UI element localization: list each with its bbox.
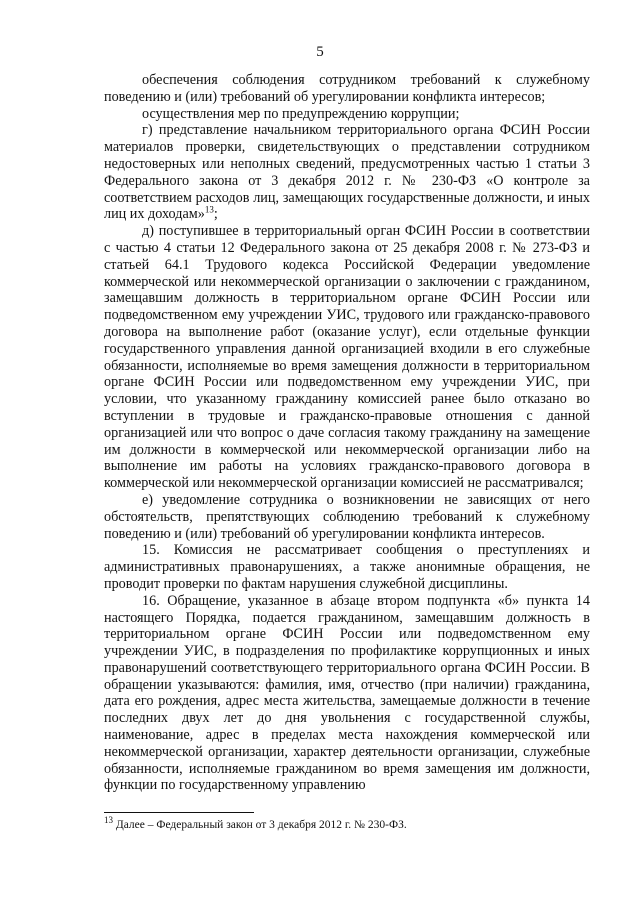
paragraph-g-tail: ; [213, 206, 218, 223]
paragraph-15: 15. Комиссия не рассматривает сообщения о преступлениях и административных правонарушениях, а также анонимные обращения, не проводит проверки по фактам нарушения служебной дисциплины. [104, 542, 590, 592]
paragraph-d: д) поступившее в территориальный орган ФСИН России в соответствии с частью 4 статьи 12 Федерального закона от 25 декабря 2008 г. № 273-ФЗ и статьей 64.1 Трудового кодекса Российской Федерации уведомление коммерческой или некоммерческой организации о заключении с гражданином, замещавшим должность в территориальном органе ФСИН России или подведомственном ему учреждении УИС, трудового или гражданско-правового договора на выполнение работ (оказание услуг), если отдельные функции государственного управления данной организацией входили в его служебные обязанности, исполняемые во время замещения должности в территориальном органе ФСИН России или подведомственном ему учреждении УИС, при условии, что указанному гражданину комиссией ранее было отказано во вступлении в трудовые и гражданско-правовые отношения с данной организацией или что вопрос о даче согласия такому гражданину на замещение им должности в коммерческой или некоммерческой организации либо на выполнение им работы на условиях гражданско-правового договора в коммерческой или некоммерческой организации комиссией не рассматривался; [104, 223, 590, 492]
page-number: 5 [316, 44, 324, 60]
paragraph-16: 16. Обращение, указанное в абзаце втором подпункта «б» пункта 14 настоящего Порядка, подается гражданином, замещавшим должность в территориальном органе ФСИН России или подведомственном ему учреждении УИС, в подразделения по профилактике коррупционных и иных правонарушений соответствующего территориального органа ФСИН России. В обращении указываются: фамилия, имя, отчество (при наличии) гражданина, дата его рождения, адрес места жительства, замещаемые должности в течение последних двух лет до дня увольнения с государственной службы, наименование, адрес в пределах места нахождения коммерческой или некоммерческой организации, характер деятельности организации, служебные обязанности, исполняемые гражданином во время замещения им должности, функции по государственному управлению [104, 592, 590, 794]
paragraph-g-text: г) представление начальником территориального органа ФСИН России материалов проверки, свидетельствующих о представлении сотрудником недостоверных или неполных сведений, предусмотренных частью 1 статьи 3 Федерального закона от 3 декабря 2012 г. № 230-ФЗ «О контроле за соответствием расходов лиц, замещающих государственные должности, и иных лиц их доходам» [104, 122, 590, 223]
document-body [104, 72, 590, 794]
footnote-marker: 13 [104, 815, 113, 826]
footnote-text: Далее – Федеральный закон от 3 декабря 2012 г. № 230-ФЗ. [113, 819, 407, 831]
footnote [104, 815, 590, 832]
paragraph-1: обеспечения соблюдения сотрудником требований к служебному поведению и (или) требований об урегулировании конфликта интересов; [104, 72, 590, 105]
paragraph-2: осуществления мер по предупреждению коррупции; [142, 105, 460, 122]
footnote-ref-13[interactable]: 13 [204, 204, 214, 215]
paragraph-e: е) уведомление сотрудника о возникновении не зависящих от него обстоятельств, препятствующих соблюдению требований к служебному поведению и (или) требований об урегулировании конфликта интересов. [104, 491, 590, 542]
footnote-divider [104, 812, 254, 813]
paragraph-g [104, 122, 590, 223]
